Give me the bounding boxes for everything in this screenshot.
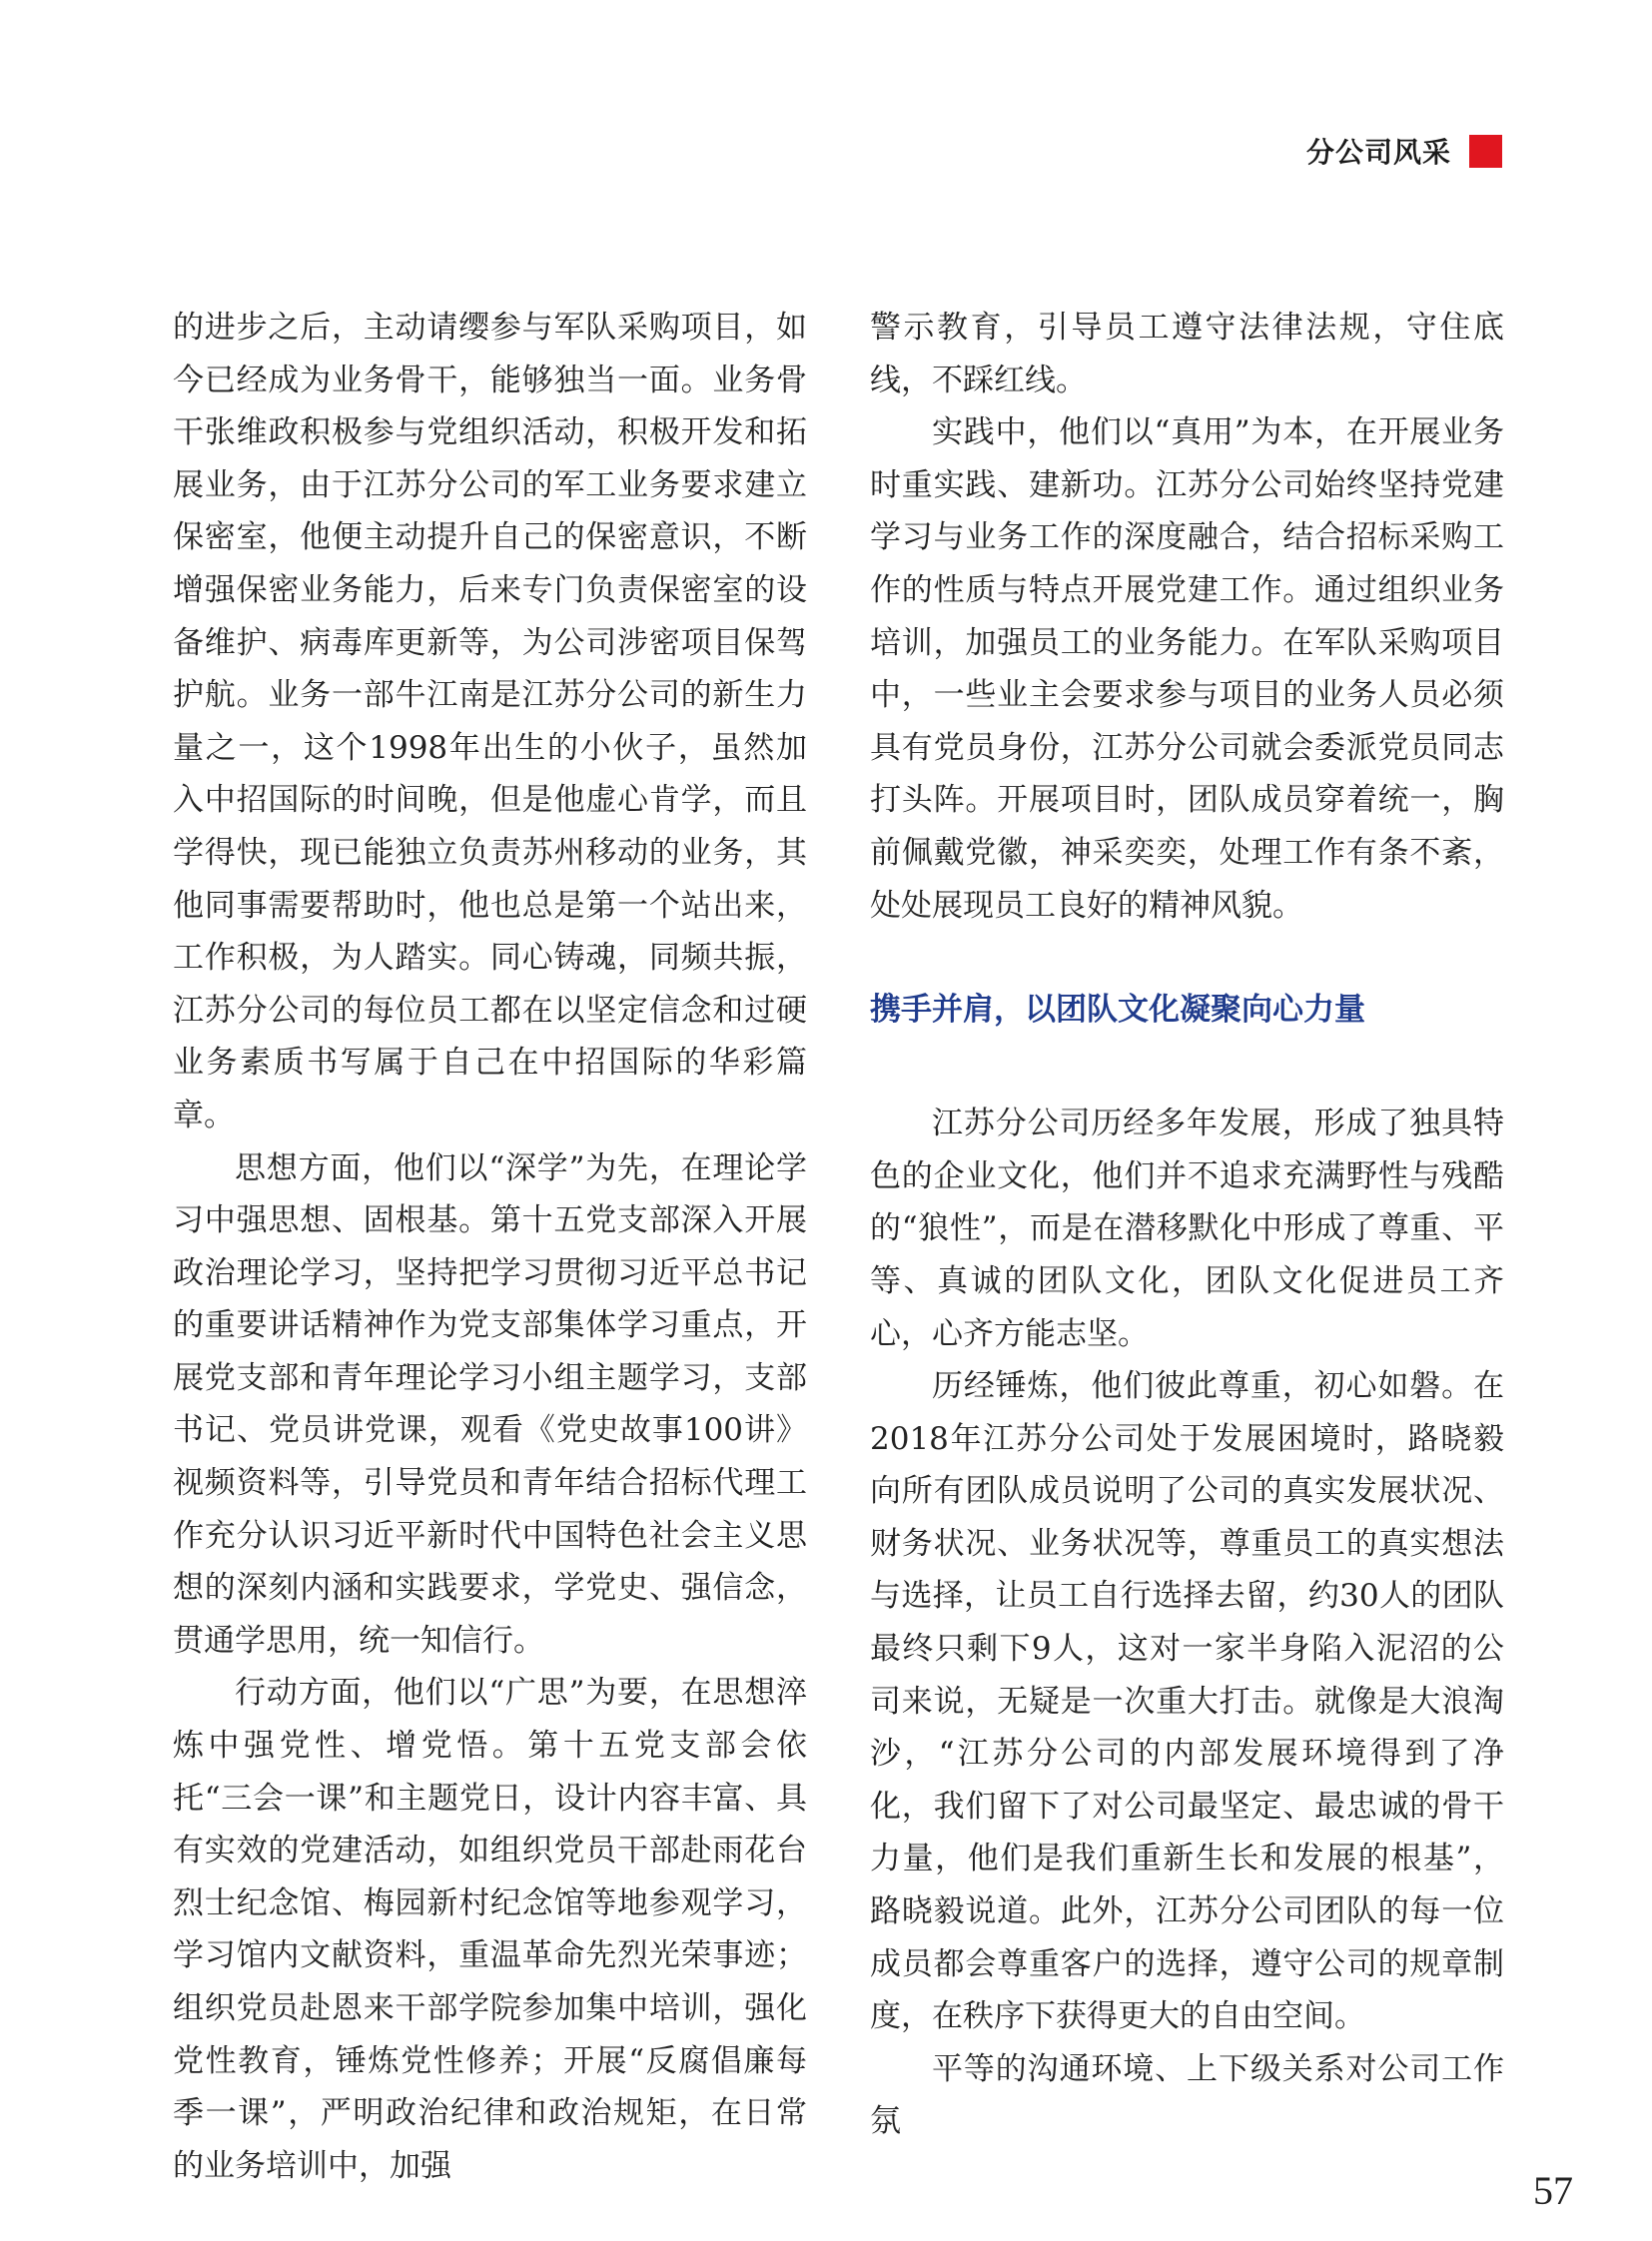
paragraph: 历经锤炼，他们彼此尊重，初心如磐。在2018年江苏分公司处于发展困境时，路晓毅向所有团队成员说明了公司的真实发展状况、财务状况、业务状况等，尊重员工的真实想法与选择，让员工自行选择去留，约30人的团队最终只剩下9人，这对一家半身陷入泥沼的公司来说，无疑是一次重大打击。就像是大浪淘沙，“江苏分公司的内部发展环境得到了净化，我们留下了对公司最坚定、最忠诚的骨干力量，他们是我们重新生长和发展的根基”，路晓毅说道。此外，江苏分公司团队的每一位成员都会尊重客户的选择，遵守公司的规章制度，在秩序下获得更大的自由空间。 [870, 1368, 1504, 2035]
paragraph: 警示教育，引导员工遵守法律法规，守住底线，不踩红线。 [870, 310, 1504, 398]
paragraph: 实践中，他们以“真用”为本，在开展业务时重实践、建新功。江苏分公司始终坚持党建学习与业务工作的深度融合，结合招标采购工作的性质与特点开展党建工作。通过组织业务培训，加强员工的业务能力。在军队采购项目中，一些业主会要求参与项目的业务人员必须具有党员身份，江苏分公司就会委派党员同志打头阵。开展项目时，团队成员穿着统一，胸前佩戴党徽，神采奕奕，处理工作有条不紊，处处展现员工良好的精神风貌。 [870, 414, 1504, 924]
page-header [1306, 128, 1502, 174]
right-column [870, 302, 1504, 2148]
red-square-marker [1469, 135, 1502, 168]
paragraph: 思想方面，他们以“深学”为先，在理论学习中强思想、固根基。第十五党支部深入开展政治理论学习，坚持把学习贯彻习近平总书记的重要讲话精神作为党支部集体学习重点，开展党支部和青年理论学习小组主题学习，支部书记、党员讲党课，观看《党史故事100讲》视频资料等，引导党员和青年结合招标代理工作充分认识习近平新时代中国特色社会主义思想的深刻内涵和实践要求，学党史、强信念，贯通学思用，统一知信行。 [173, 1149, 807, 1659]
paragraph: 行动方面，他们以“广思”为要，在思想淬炼中强党性、增党悟。第十五党支部会依托“三会一课”和主题党日，设计内容丰富、具有实效的党建活动，如组织党员干部赴雨花台烈士纪念馆、梅园新村纪念馆等地参观学习，学习馆内文献资料，重温革命先烈光荣事迹；组织党员赴恩来干部学院参加集中培训，强化党性教育，锤炼党性修养；开展“反腐倡廉每季一课”，严明政治纪律和政治规矩，在日常的业务培训中，加强 [173, 1675, 807, 2184]
section-title: 分公司风采 [1305, 136, 1451, 169]
page-number: 57 [1533, 2168, 1573, 2213]
left-column [173, 302, 807, 2192]
paragraph: 江苏分公司历经多年发展，形成了独具特色的企业文化，他们并不追求充满野性与残酷的“狼性”，而是在潜移默化中形成了尊重、平等、真诚的团队文化，团队文化促进员工齐心，心齐方能志坚。 [870, 1106, 1504, 1352]
section-heading: 携手并肩，以团队文化凝聚向心力量 [870, 992, 1365, 1029]
paragraph: 平等的沟通环境、上下级关系对公司工作氛 [870, 2050, 1504, 2140]
paragraph: 的进步之后，主动请缨参与军队采购项目，如今已经成为业务骨干，能够独当一面。业务骨干张维政积极参与党组织活动，积极开发和拓展业务，由于江苏分公司的军工业务要求建立保密室，他便主动提升自己的保密意识，不断增强保密业务能力，后来专门负责保密室的设备维护、病毒库更新等，为公司涉密项目保驾护航。业务一部牛江南是江苏分公司的新生力量之一，这个1998年出生的小伙子，虽然加入中招国际的时间晚，但是他虚心肯学，而且学得快，现已能独立负责苏州移动的业务，其他同事需要帮助时，他也总是第一个站出来，工作积极，为人踏实。同心铸魂，同频共振，江苏分公司的每位员工都在以坚定信念和过硬业务素质书写属于自己在中招国际的华彩篇章。 [173, 310, 807, 1133]
